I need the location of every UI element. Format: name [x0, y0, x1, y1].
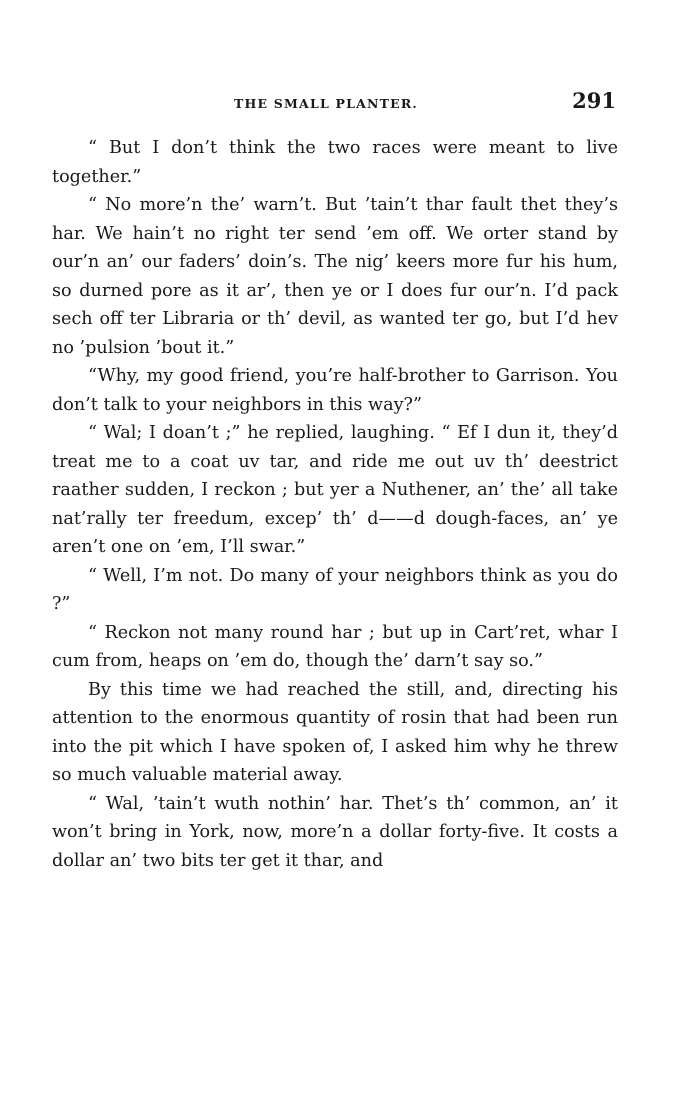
paragraph: “ Well, I’m not. Do many of your neighbors think as you do ?”: [52, 565, 618, 614]
paragraph: “ Reckon not many round har ; but up in Cart’ret, whar I cum from, heaps on ’em do, though the’ darn’t say so.”: [52, 622, 618, 671]
body-text: [52, 134, 618, 875]
book-page: [52, 86, 618, 875]
paragraph: “ But I don’t think the two races were meant to live together.”: [52, 138, 618, 187]
running-head-title: THE SMALL PLANTER.: [234, 96, 418, 111]
paragraph: “ Wal; I doan’t ;” he replied, laughing. “ Ef I dun it, they’d treat me to a coat uv tar, and ride me out uv th’ deestrict raather sudden, I reckon ; but yer a Nuthener, an’ the’ all take nat’rally ter freedum, excep’ th’ d——d dough-faces, an’ ye aren’t one on ’em, I’ll swar.”: [52, 423, 618, 557]
paragraph: “ No more’n the’ warn’t. But ’tain’t thar fault thet they’s har. We hain’t no right ter send ’em off. We orter stand by our’n an’ our faders’ doin’s. The nig’ keers more fur his hum, so durned pore as it ar’, then ye or I does fur our’n. I’d pack sech off ter Libraria or th’ devil, as wanted ter go, but I’d hev no ’pulsion ’bout it.”: [52, 195, 618, 358]
page-number: 291: [572, 88, 616, 113]
paragraph: By this time we had reached the still, and, directing his attention to the enormous quantity of rosin that had been run into the pit which I have spoken of, I asked him why he threw so much valuable material away.: [52, 679, 618, 785]
paragraph: “ Wal, ’tain’t wuth nothin’ har. Thet’s th’ common, an’ it won’t bring in York, now, more’n a dollar forty-five. It costs a dollar an’ two bits ter get it thar, and: [52, 793, 618, 871]
paragraph: “Why, my good friend, you’re half-brother to Garrison. You don’t talk to your neighbors in this way?”: [52, 366, 618, 415]
running-head: [52, 86, 618, 120]
